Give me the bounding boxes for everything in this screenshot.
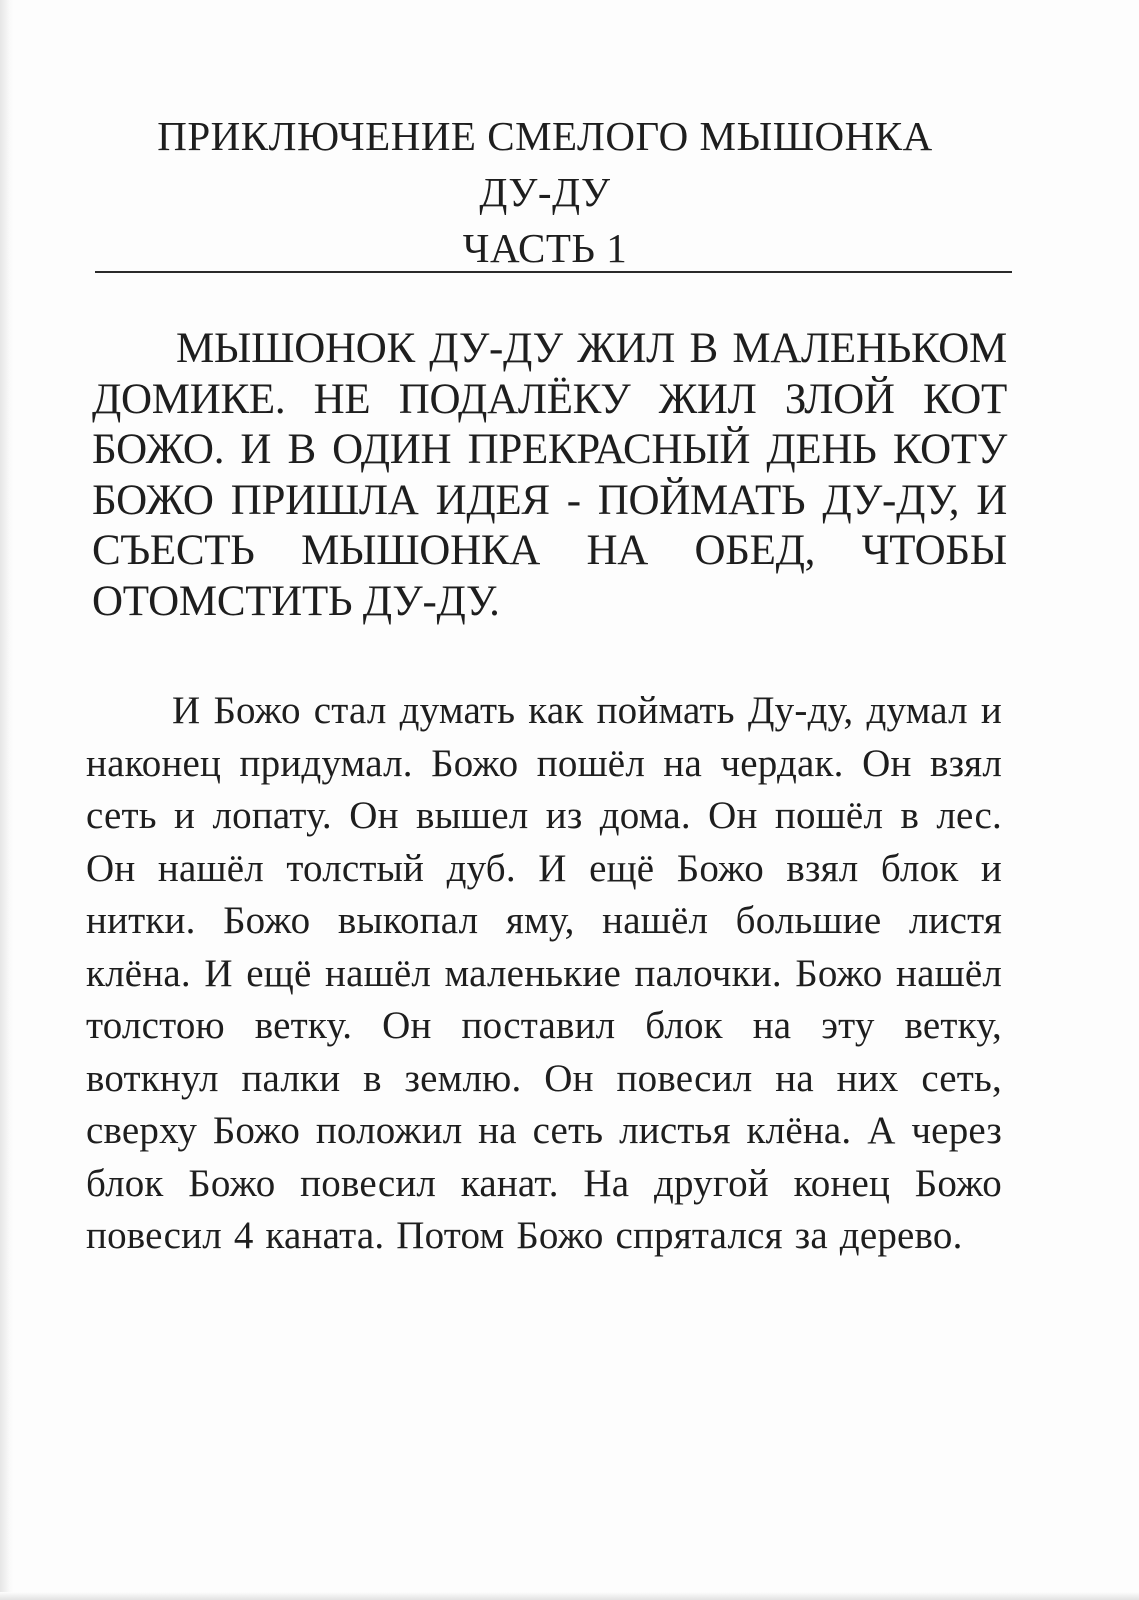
scan-shadow-bottom xyxy=(0,1592,1139,1600)
scan-shadow-left xyxy=(0,0,14,1600)
paragraph-intro: МЫШОНОК ДУ-ДУ ЖИЛ В МАЛЕНЬКОМ ДОМИКЕ. НЕ ПОДАЛЁКУ ЖИЛ ЗЛОЙ КОТ БОЖО. И В ОДИН ПРЕКРАСНЫЙ ДЕНЬ КОТУ БОЖО ПРИШЛА ИДЕЯ - ПОЙМАТЬ ДУ-ДУ, И СЪЕСТЬ МЫШОНКА НА ОБЕД, ЧТОБЫ ОТОМСТИТЬ ДУ-ДУ. xyxy=(92,325,1007,625)
story-heading xyxy=(90,108,1000,276)
heading-divider xyxy=(95,271,1012,273)
paragraph-main: И Божо стал думать как поймать Ду-ду, думал и наконец придумал. Божо пошёл на чердак. Он взял сеть и лопату. Он вышел из дома. Он пошёл в лес. Он нашёл толстый дуб. И ещё Божо взял блок и нитки. Божо выкопал яму, нашёл большие листя клёна. И ещё нашёл маленькие палочки. Божо нашёл толстою ветку. Он поставил блок на эту ветку, воткнул палки в землю. Он повесил на них сеть, сверху Божо положил на сеть листья клёна. А через блок Божо повесил канат. На другой конец Божо повесил 4 каната. Потом Божо спрятался за дерево. xyxy=(86,689,1002,1257)
story-title-name: ДУ-ДУ xyxy=(479,169,611,215)
story-part-label: ЧАСТЬ 1 xyxy=(462,225,628,271)
story-title: ПРИКЛЮЧЕНИЕ СМЕЛОГО МЫШОНКА xyxy=(157,113,933,159)
